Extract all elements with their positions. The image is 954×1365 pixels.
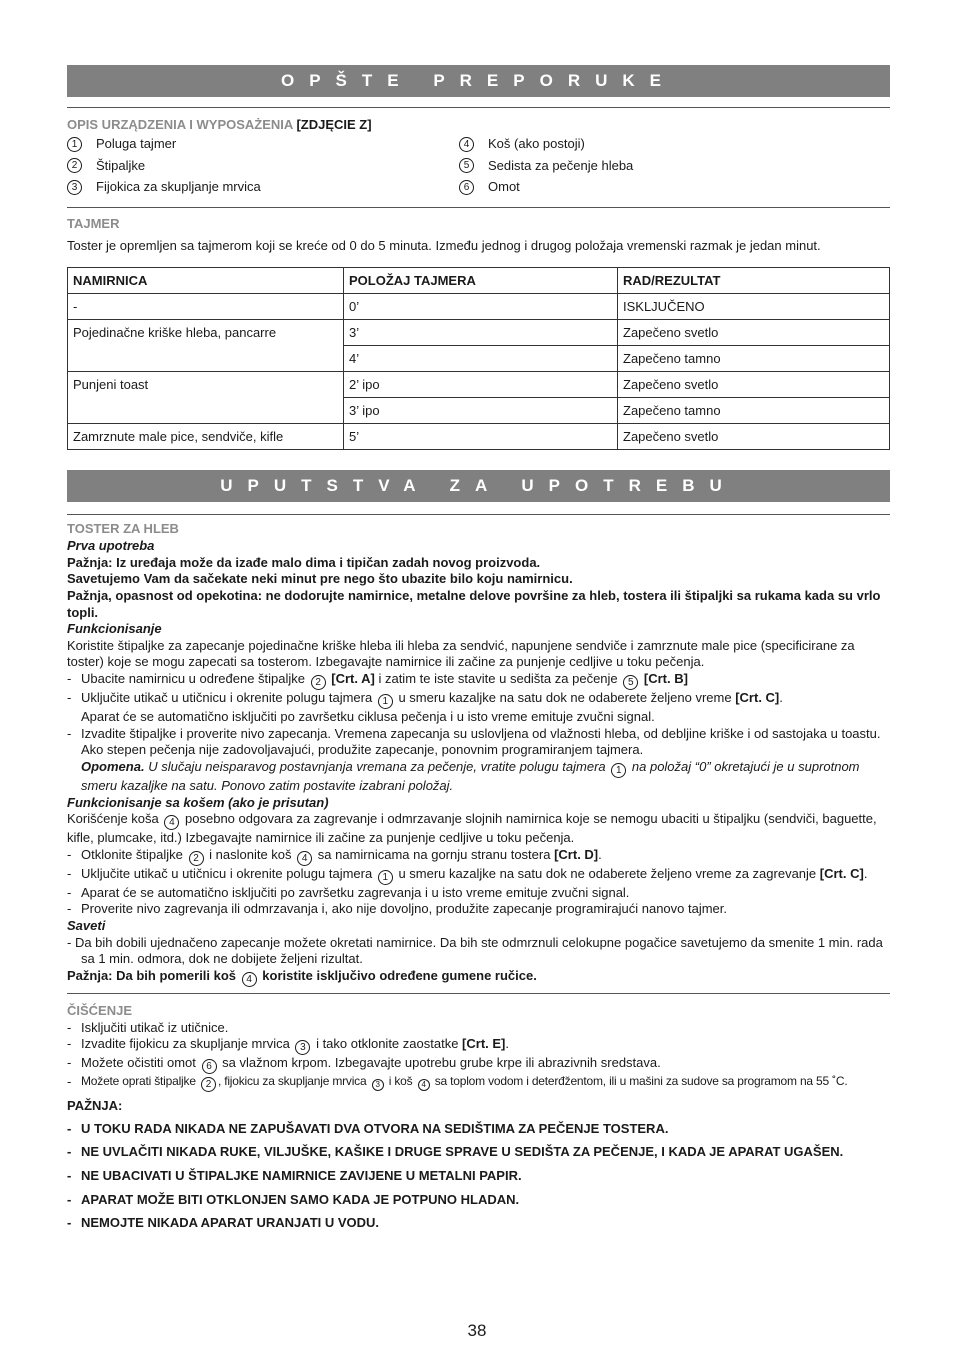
timer-heading: TAJMER: [67, 216, 120, 232]
cell-result: Zapečeno svetlo: [618, 424, 890, 450]
cell-result: Zapečeno svetlo: [618, 320, 890, 346]
list-item: - Otklonite štipaljke 2 i naslonite koš 4 sa namirnicama na gornju stranu tostera [Crt. D].: [67, 846, 602, 864]
tip-text-cont: sa 1 min. odmora, dok ne dobijete željeni rizultat.: [81, 951, 363, 967]
circled-number: 6: [459, 180, 474, 195]
col-header-result: RAD/REZULTAT: [618, 268, 890, 294]
table-row: [68, 372, 890, 398]
basket-warning: Pažnja: Da bih pomerili koš 4 koristite isključivo određene gumene ručice.: [67, 967, 537, 985]
list-item: - Možete očistiti omot 6 sa vlažnom krpom. Izbegavajte upotrebu grube krpe ili abrazivnih sredstava.: [67, 1055, 661, 1073]
warning-item: - APARAT MOŽE BITI OTKLONJEN SAMO KADA JE POTPUNO HLADAN.: [67, 1191, 520, 1207]
operation-heading: Funkcionisanje: [67, 621, 162, 637]
table-header-row: [68, 268, 890, 294]
list-item: - Uključite utikač u utičnicu i okrenite polugu tajmera 1 u smeru kazaljke na satu dok ne odaberete željeno vreme za zagrevanje [Crt. C].: [67, 865, 868, 883]
warning-item: - U TOKU RADA NIKADA NE ZAPUŠAVATI DVA OTVORA NA SEDIŠTIMA ZA PEČENJE TOSTERA.: [67, 1120, 669, 1136]
circled-number: 1: [378, 870, 393, 885]
circled-number: 4: [297, 851, 312, 866]
table-row: [68, 424, 890, 450]
cell-food: Zamrznute male pice, sendviče, kifle: [68, 424, 344, 450]
list-item: - Možete oprati štipaljke 2 , fijokicu za skupljanje mrvica 3 i koš 4 sa toplom vodom i deterđžentom, ili u mašini za sudove sa programom na 55 ˚C.: [67, 1074, 848, 1091]
section-banner-general: OPŠTE PREPORUKE: [67, 65, 890, 97]
cell-food: Punjeni toast: [68, 372, 344, 424]
toaster-heading: TOSTER ZA HLEB: [67, 521, 179, 537]
cell-result: Zapečeno tamno: [618, 398, 890, 424]
basket-intro: Korišćenje koša 4 posebno odgovara za zagrevanje i odmrzavanje slojnih namirnica koje se nemogu ubaciti u štipaljku (sendviči, baguette, kifle, plumcake, itd.) Izbegavajte namirnice ili začine za punjenje cedljive u toku pečenja.: [67, 811, 877, 846]
circled-number: 4: [242, 972, 257, 987]
part-item: 3 Fijokica za skupljanje mrvica: [67, 177, 459, 199]
part-item: 2 Štipaljke: [67, 155, 459, 177]
warnings-heading: PAŽNJA:: [67, 1098, 123, 1114]
circled-number: 2: [189, 851, 204, 866]
basket-heading: Funkcionisanje sa košem (ako je prisutan): [67, 794, 329, 810]
warning-item: - NE UBACIVATI U ŠTIPALJKE NAMIRNICE ZAVIJENE U METALNI PAPIR.: [67, 1168, 522, 1183]
burn-warning: Pažnja, opasnost od opekotina: ne dodorujte namirnice, metalne delove površine za hleb, tostera ili štipaljki sa rukama kada su vrlo topli.: [67, 587, 881, 620]
list-item: - Izvadite fijokicu za skupljanje mrvica 3 i tako otklonite zaostatke [Crt. E].: [67, 1036, 510, 1054]
list-item: - Proverite nivo zagrevanja ili odmrzavanja i, ako nije dovoljno, produžite zapecanje programirajući nanovo tajmer.: [67, 901, 728, 917]
circled-number: 2: [201, 1077, 216, 1092]
timer-text: Toster je opremljen sa tajmerom koji se kreće od 0 do 5 minuta. Između jednog i drugog položaja vremenski razmak je jedan minut.: [67, 237, 821, 253]
circled-number: 1: [67, 137, 82, 152]
cell-food: -: [68, 294, 344, 320]
section-banner-instructions: UPUTSTVA ZA UPOTREBU: [67, 470, 890, 502]
circled-number: 4: [418, 1079, 430, 1091]
tip-text: - Da bih dobili ujednačeno zapecanje možete okretati namirnice. Da bih ste odmrznuli celokupne pogačice savetujemo da smenite 1 min. rada: [67, 934, 883, 950]
part-item: 5 Sedista za pečenje hleba: [459, 155, 890, 177]
circled-number: 5: [459, 158, 474, 173]
cell-food: Pojedinačne kriške hleba, pancarre: [68, 320, 344, 372]
circled-number: 2: [67, 158, 82, 173]
cell-position: 2’ ipo: [344, 372, 618, 398]
list-item: - Uključite utikač u utičnicu i okrenite polugu tajmera 1 u smeru kazaljke na satu dok ne odaberete željeno vreme [Crt. C]. Aparat će se automatično isključiti po završetku ciklusa pečenja i u isto vreme emituje zvučni signal.: [67, 690, 783, 724]
table-row: [68, 294, 890, 320]
cell-position: 3’ ipo: [344, 398, 618, 424]
cell-result: Zapečeno svetlo: [618, 372, 890, 398]
tips-heading: Saveti: [67, 918, 106, 933]
timer-table: [67, 267, 890, 450]
note: Opomena. U slučaju neisparavog postavnjanja vremana za pečenje, vratite polugu tajmera 1 na položaj “0” okretajući je u suprotnom smeru kazaljke na satu. Ponovo zatim postavite izabrani položaj.: [81, 758, 860, 793]
circled-number: 3: [372, 1079, 384, 1091]
first-use-heading: Prva upotreba: [67, 538, 155, 553]
first-use-warning: Pažnja: Iz uređaja može da izađe malo dima i tipičan zadah novog proizvoda.: [67, 554, 541, 570]
circled-number: 1: [611, 763, 626, 778]
cell-result: Zapečeno tamno: [618, 346, 890, 372]
parts-list: [67, 134, 890, 199]
circled-number: 4: [164, 815, 179, 830]
list-item: - Isključiti utikač iz utičnice.: [67, 1019, 229, 1035]
part-item: 4 Koš (ako postoji): [459, 134, 890, 156]
col-header-food: NAMIRNICA: [68, 268, 344, 294]
list-item: - Izvadite štipaljke i proverite nivo zapecanja. Vremena zapecanja su uslovljena od vlažnosti hleba, od debljine kriške i od sastojaka u toastu. Ako stepen pečenja nije zadovoljavajući, produžite zapecanje, ponovnim programiranjem tajmera.: [67, 725, 881, 758]
list-item: - Aparat će se automatično isključiti po završetku zagrevanja i u isto vreme emituje zvučni signal.: [67, 884, 630, 900]
col-header-position: POLOŽAJ TAJMERA: [344, 268, 618, 294]
circled-number: 3: [295, 1040, 310, 1055]
cell-position: 5’: [344, 424, 618, 450]
cell-position: 3’: [344, 320, 618, 346]
cell-position: 0’: [344, 294, 618, 320]
cleaning-heading: ČIŠĆENJE: [67, 1002, 133, 1018]
page-number: 38: [467, 1321, 487, 1340]
cell-result: ISKLJUČENO: [618, 294, 890, 320]
circled-number: 3: [67, 180, 82, 195]
table-row: [68, 320, 890, 346]
warning-item: - NEMOJTE NIKADA APARAT URANJATI U VODU.: [67, 1215, 380, 1231]
cell-position: 4’: [344, 346, 618, 372]
first-use-advice: Savetujemo Vam da sačekate neki minut pre nego što ubazite bilo koju namirnicu.: [67, 571, 573, 587]
circled-number: 4: [459, 137, 474, 152]
description-heading: OPIS URZĄDZENIA I WYPOSAŻENIA [ZDJĘCIE Z]: [67, 117, 372, 132]
circled-number: 1: [378, 694, 393, 709]
circled-number: 2: [311, 675, 326, 690]
list-item: - Ubacite namirnicu u određene štipaljke 2 [Crt. A] i zatim te iste stavite u sedišta za pečenje 5 [Crt. B]: [67, 671, 688, 688]
circled-number: 6: [202, 1059, 217, 1074]
circled-number: 5: [623, 675, 638, 690]
part-item: 1 Poluga tajmer: [67, 134, 459, 156]
operation-intro: Koristite štipaljke za zapecanje pojedinačne kriške hleba ili hleba za sendvić, napunjene sendviče i zamrznute male pice (specificirane za toster) koje se mogu zapecati sa tosterom. Izbegavajte namirnice ili začine za punjenje cedljive u toku pečenja.: [67, 637, 855, 670]
part-item: 6 Omot: [459, 177, 890, 199]
warning-item: - NE UVLAČITI NIKADA RUKE, VILJUŠKE, KAŠIKE I DRUGE SPRAVE U SEDIŠTA ZA PEČENJE, I KADA JE APARAT UGAŠEN.: [67, 1144, 844, 1160]
